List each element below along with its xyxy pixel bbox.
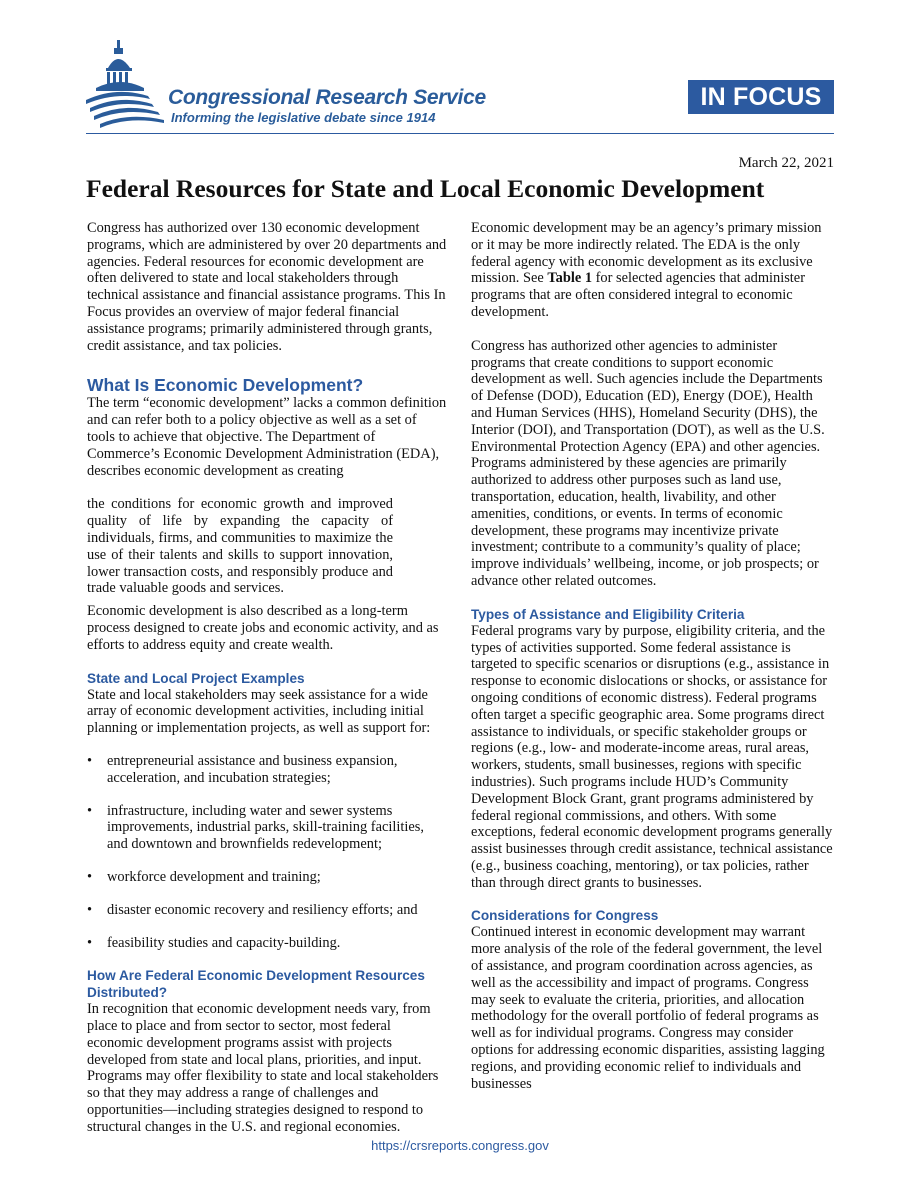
what-paragraph: The term “economic development” lacks a common definition and can refer both to a policy objective as well as a set of tools to achieve that objective. The Department of Commerce’s Economic Development Administration (EDA), describes economic development as creating <box>87 395 447 479</box>
mission-text-1: Economic development may be an agency’s primary mission or it may be more indirectly related. The EDA is the only federal agency with economic development as its exclusive mission. See <box>471 220 822 287</box>
footer-url[interactable]: https://crsreports.congress.gov <box>371 1138 549 1153</box>
bullet-text: infrastructure, including water and sewer systems improvements, industrial parks, skill-training facilities, and downtown and brownfields redevelopment; <box>107 802 424 853</box>
left-column <box>87 220 447 1136</box>
intro-paragraph: Congress has authorized over 130 economic development programs, which are administered by over 20 departments and agencies. Federal resources for economic development are often delivered to state and local stakeholders through technical assistance and financial assistance programs. This In Focus provides an overview of major federal financial assistance programs; primarily administered through grants, credit assistance, and tax policies. <box>87 220 447 354</box>
publication-date: March 22, 2021 <box>738 155 834 171</box>
list-item: • entrepreneurial assistance and business expansion, acceleration, and incubation strategies; <box>87 753 447 787</box>
bullet-text: feasibility studies and capacity-building. <box>107 934 341 951</box>
bullet-text: workforce development and training; <box>107 868 321 885</box>
heading-types-of-assistance: Types of Assistance and Eligibility Criteria <box>471 606 745 622</box>
org-name: Congressional Research Service <box>168 86 486 109</box>
bullet-text: disaster economic recovery and resiliency efforts; and <box>107 901 418 918</box>
in-focus-badge: IN FOCUS <box>688 80 834 114</box>
eda-definition-quote: the conditions for economic growth and improved quality of life by expanding the capacity of individuals, firms, and communities to maximize the use of their talents and skills to support innovation, lower transaction costs, and responsibly produce and trade valuable goods and services. <box>87 496 393 597</box>
org-tagline: Informing the legislative debate since 1914 <box>171 110 436 125</box>
bullet-text: entrepreneurial assistance and business expansion, acceleration, and incubation strategies; <box>107 752 398 786</box>
other-agencies-paragraph: Congress has authorized other agencies to administer programs that create conditions to support economic development as well. Such agencies include the Departments of Defense (DOD), Education (ED), Energy (DOE), Health and Human Services (HHS), Homeland Security (DHS), the Interior (DOI), and Transportation (DOT), as well as the U.S. Environmental Protection Agency (EPA) and other agencies. Programs administered by these agencies are primarily authorized to address other purposes such as land use, transportation, education, health, livability, and other amenities, conditions, or events. In terms of economic development, these programs may incentivize private investment; contribute to a community’s quality of place; improve individuals’ wellbeing, income, or job prospects; or advance other related outcomes. <box>471 337 825 589</box>
list-item: • infrastructure, including water and sewer systems improvements, industrial parks, skill-training facilities, and downtown and brownfields redevelopment; <box>87 803 447 853</box>
examples-paragraph: State and local stakeholders may seek assistance for a wide array of economic development activities, including initial planning or implementation projects, as well as support for: <box>87 686 431 737</box>
right-column <box>471 220 834 1092</box>
capitol-dome-icon <box>86 38 166 130</box>
heading-resources-distributed: How Are Federal Economic Development Resources Distributed? <box>87 968 425 1001</box>
distributed-paragraph: In recognition that economic development needs vary, from place to place and from sector to sector, most federal economic development programs assist with projects developed from state and local plans, priorities, and input. Programs may offer flexibility to state and local stakeholders so that they may address a range of challenges and opportunities—including strategies designed to respond to structural changes in the U.S. and regional economies. <box>87 1001 439 1135</box>
list-item: • workforce development and training; <box>87 868 321 885</box>
heading-considerations: Considerations for Congress <box>471 908 659 924</box>
types-paragraph: Federal programs vary by purpose, eligibility criteria, and the types of activities supported. Some federal assistance is targeted to specific scenarios or disruptions (e.g., assistance in response to economic dislocations or shocks, or assistance for ongoing conditions of economic distress). Federal programs often target a specific geographic area. Some programs direct assistance to individuals, or specific stakeholder groups or regions (e.g., low- and moderate-income areas, rural areas, workers, students, small businesses, regions with specific industries). Such programs include HUD’s Community Development Block Grant, grant programs administered by federal regional commissions, and others. With some exceptions, federal economic development programs generally assist businesses through credit assistance, technical assistance (e.g., business coaching, mentoring), or tax policies, rather than through direct grants to businesses. <box>471 622 833 891</box>
heading-what-is-economic-development: What Is Economic Development? <box>87 375 364 396</box>
page-title: Federal Resources for State and Local Economic Development <box>86 174 765 203</box>
table-reference: Table 1 <box>547 270 593 287</box>
mission-paragraph <box>471 220 834 321</box>
considerations-paragraph: Continued interest in economic development may warrant more analysis of the role of the federal government, the level of assistance, and program coordination across agencies, as well as the accessibility and impact of programs. Congress may seek to evaluate the criteria, priorities, and allocation methodology for the overall portfolio of federal programs as well as for individual programs. Congress may consider options for addressing economic disparities, assisting lagging regions, and providing economic relief to individuals and businesses <box>471 924 825 1092</box>
list-item: • disaster economic recovery and resiliency efforts; and <box>87 901 418 918</box>
long-term-paragraph: Economic development is also described as a long-term process designed to create jobs and economic activity, and as efforts to address equity and create wealth. <box>87 603 439 653</box>
mission-text-2: for selected agencies that administer programs that are often considered integral to economic development. <box>471 270 805 320</box>
heading-project-examples: State and Local Project Examples <box>87 670 305 686</box>
header-divider <box>86 133 834 134</box>
list-item: • feasibility studies and capacity-building. <box>87 934 341 951</box>
